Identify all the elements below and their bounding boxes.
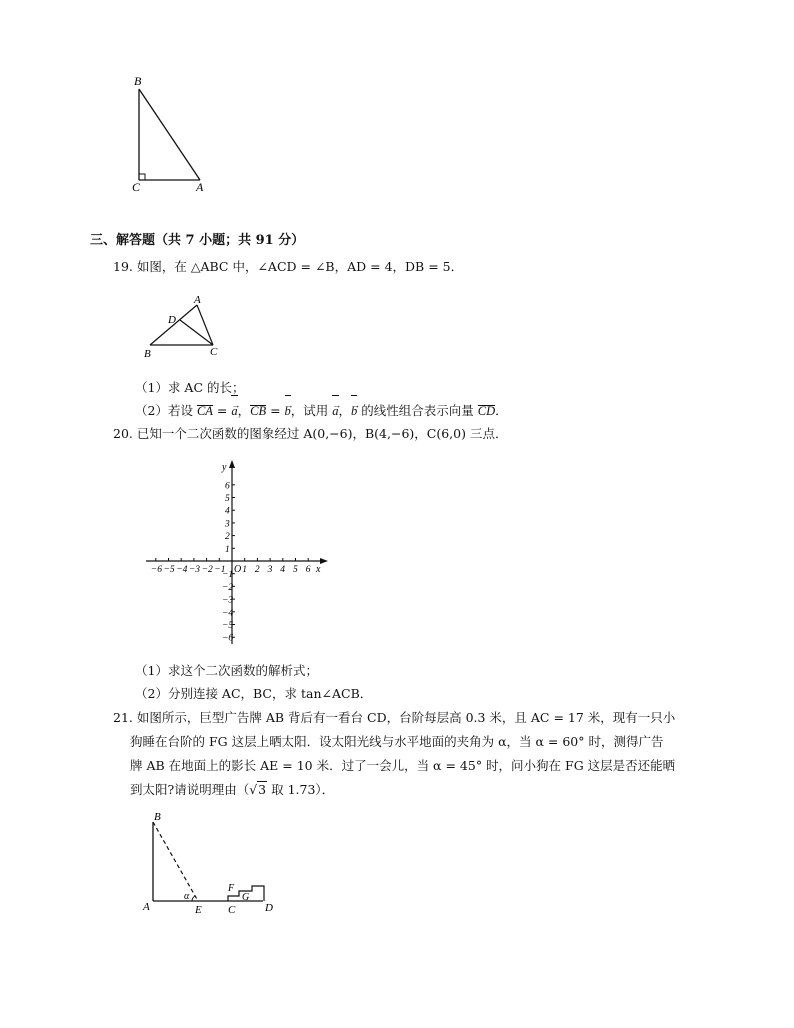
y-axis-label: y xyxy=(222,462,227,473)
right-triangle-figure xyxy=(120,70,230,195)
sun-ray-be xyxy=(153,822,198,901)
q21-number: 21. xyxy=(113,710,133,725)
vector-cb: CB xyxy=(250,404,267,418)
side-ab xyxy=(139,89,200,180)
q19-part2-mid2: 的线性组合表示向量 xyxy=(357,403,478,418)
q21-line1-text: 如图所示，巨型广告牌 AB 背后有一看台 CD，台阶每层高 0.3 米，且 AC = 17 米，现有一只小 xyxy=(136,710,676,725)
coordinate-axes-figure xyxy=(140,458,330,648)
label-g: G xyxy=(242,892,250,903)
equals-sign: = xyxy=(212,403,232,418)
y-tick-label: 2 xyxy=(225,532,230,543)
y-tick-label: 1 xyxy=(225,544,230,555)
label-b: B xyxy=(144,348,151,360)
x-axis-label: x xyxy=(316,564,321,575)
x-tick-label: −4 xyxy=(176,565,188,575)
q21-line4 xyxy=(130,781,334,799)
label-c: C xyxy=(210,346,218,358)
y-tick-label: −1 xyxy=(222,570,234,581)
q19-part2-end: ． xyxy=(495,403,508,418)
equals-sign: = xyxy=(266,403,285,418)
x-tick-label: −6 xyxy=(150,565,162,575)
x-tick-label: 2 xyxy=(254,565,260,575)
x-tick-label: 4 xyxy=(280,565,286,575)
label-a: A xyxy=(194,294,201,306)
x-tick-label: 5 xyxy=(293,565,298,575)
label-b: B xyxy=(134,74,142,88)
vector-ca: CA xyxy=(196,404,213,418)
q19-part1: （1）求 AC 的长； xyxy=(135,380,245,395)
x-tick-label: −3 xyxy=(188,565,201,575)
label-d: D xyxy=(168,314,176,326)
x-tick-label: −1 xyxy=(214,565,226,575)
y-tick-label: −3 xyxy=(222,595,234,606)
label-c: C xyxy=(228,904,236,916)
vector-a: → a xyxy=(332,404,338,418)
label-f: F xyxy=(228,883,235,894)
vector-a: → a xyxy=(231,404,237,418)
q21-line1 xyxy=(113,709,675,727)
sqrt-sign: √ xyxy=(249,782,258,797)
q21-line4-pre: 到太阳?请说明理由（ xyxy=(130,782,250,797)
q20-number: 20. xyxy=(113,426,133,441)
y-tick-label: −2 xyxy=(222,582,234,593)
x-tick-label: −2 xyxy=(201,565,213,575)
label-d: D xyxy=(265,902,273,914)
alpha-arc xyxy=(192,896,195,901)
q19-stem-text: 如图，在 △ABC 中，∠ACD = ∠B，AD = 4，DB = 5． xyxy=(136,259,464,274)
sqrt-radicand: 3 xyxy=(258,782,267,797)
q20-stem xyxy=(113,425,507,443)
label-b: B xyxy=(154,812,161,823)
y-tick-label: −6 xyxy=(222,633,234,644)
q20-stem-text: 已知一个二次函数的图象经过 A(0,−6)，B(4,−6)，C(6,0) 三点． xyxy=(136,426,508,441)
x-tick-label: 6 xyxy=(305,565,311,575)
section-title: 三、解答题（共 7 小题；共 91 分） xyxy=(90,233,305,248)
x-axis-arrow xyxy=(320,558,328,564)
separator: ， xyxy=(338,403,352,418)
origin-label: O xyxy=(234,564,242,575)
vector-b: → b xyxy=(285,404,291,418)
vector-b: → b xyxy=(351,404,357,418)
y-tick-label: −5 xyxy=(222,621,234,631)
q21-line2: 狗睡在台阶的 FG 这层上晒太阳．设太阳光线与水平地面的夹角为 α，当 α = 60° 时，测得广告 xyxy=(130,734,664,749)
q21-line4-post: 取 1.73）． xyxy=(267,782,335,797)
q19-part2-prefix: （2）若设 xyxy=(135,403,193,418)
x-tick-label: 3 xyxy=(267,565,273,575)
x-tick-label: −5 xyxy=(163,565,175,575)
q19-number: 19. xyxy=(113,259,133,274)
y-tick-label: 5 xyxy=(225,494,230,504)
y-tick-label: 4 xyxy=(225,506,230,517)
y-tick-label: −4 xyxy=(222,608,234,619)
q19-part2-mid: ，试用 xyxy=(290,403,329,418)
label-a: A xyxy=(196,180,204,194)
q20-part1: （1）求这个二次函数的解析式； xyxy=(135,663,318,678)
q20-part2: （2）分别连接 AC，BC，求 tan∠ACB． xyxy=(135,686,373,701)
billboard-stands-figure xyxy=(140,812,290,917)
x-tick-label: 1 xyxy=(242,565,247,575)
label-a: A xyxy=(143,901,150,913)
label-c: C xyxy=(132,180,141,194)
q21-line3: 牌 AB 在地面上的影长 AE = 10 米．过了一会儿，当 α = 45° 时，问小狗在 FG 这层是否还能晒 xyxy=(130,758,676,773)
q19-part2 xyxy=(135,402,508,420)
y-tick-label: 6 xyxy=(225,481,230,492)
y-axis-arrow xyxy=(229,460,235,468)
vector-cd: CD xyxy=(477,404,496,418)
q19-stem xyxy=(113,258,463,276)
y-tick-label: 3 xyxy=(225,519,230,530)
separator: ， xyxy=(237,403,251,418)
label-e: E xyxy=(195,904,202,916)
label-alpha: α xyxy=(184,891,190,902)
q19-triangle-figure xyxy=(140,292,230,360)
